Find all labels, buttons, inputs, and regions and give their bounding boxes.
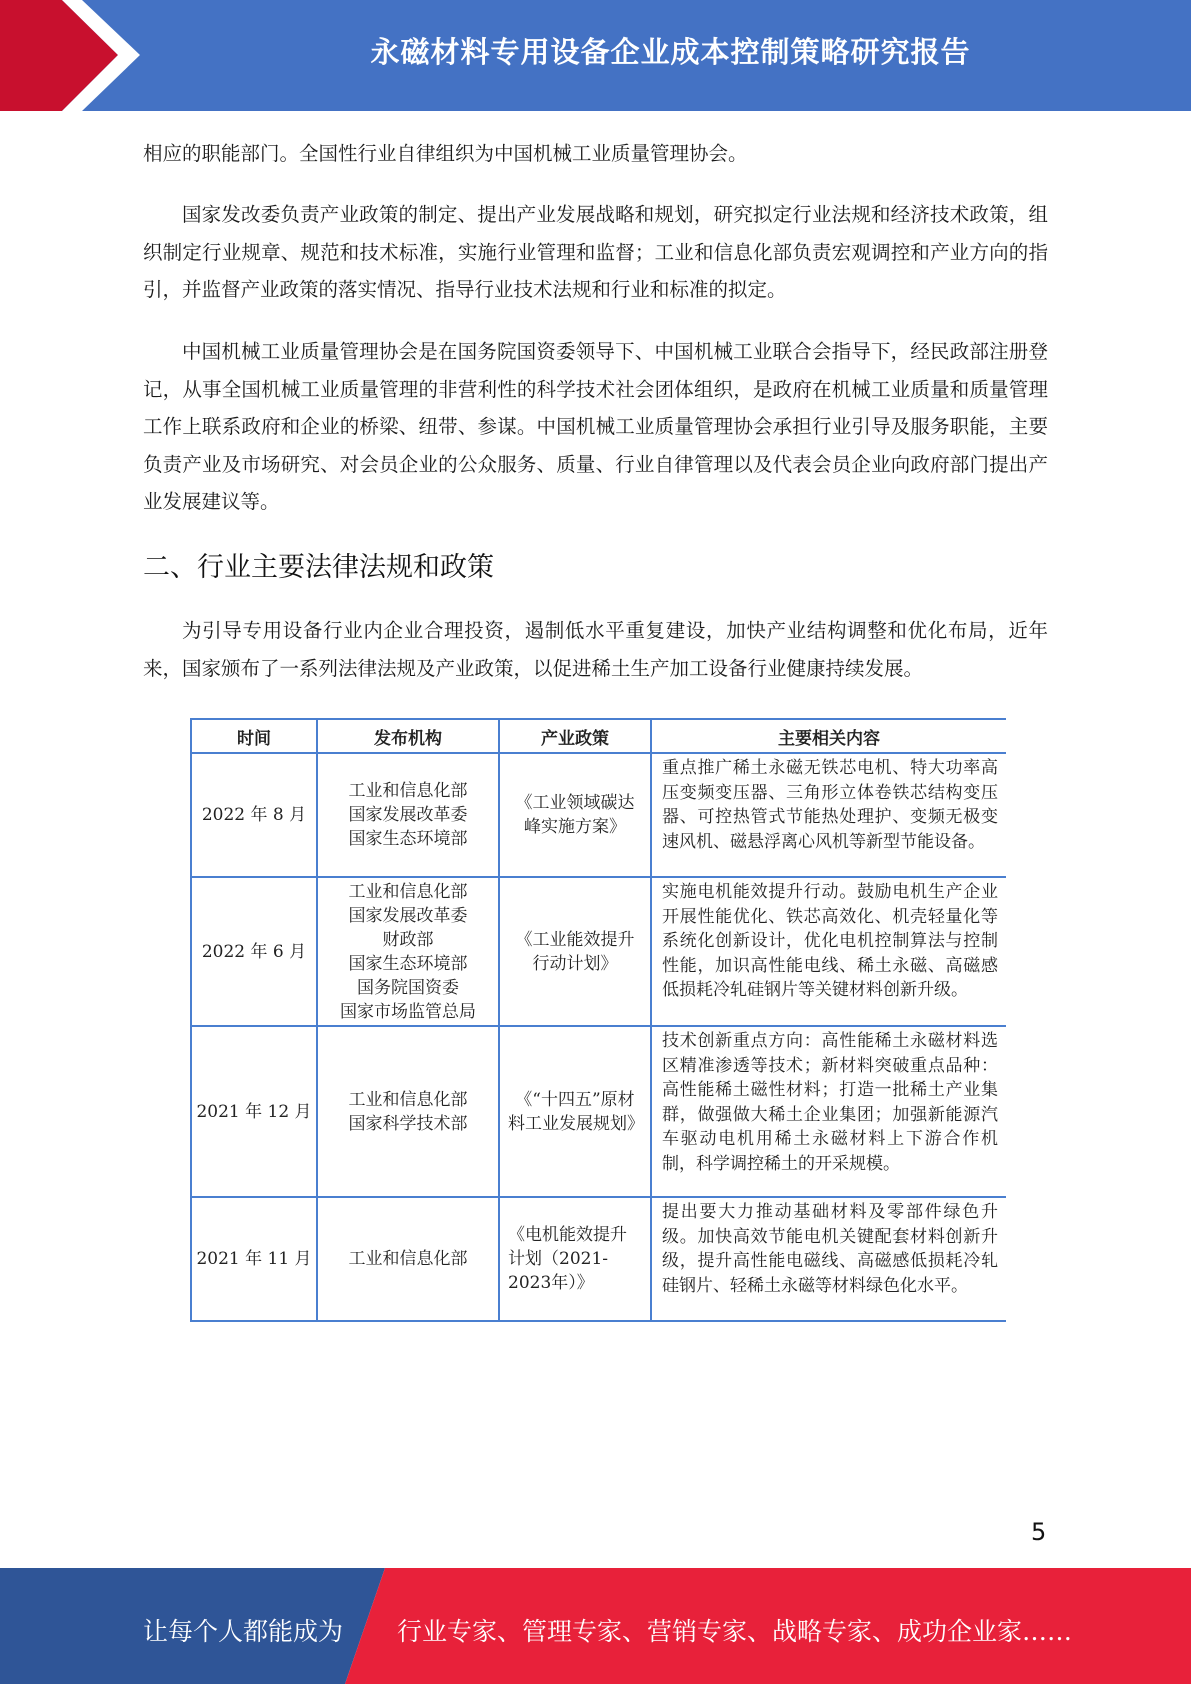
agency: 工业和信息化部 <box>348 1089 468 1110</box>
cell-content: 技术创新重点方向：高性能稀土永磁材料选区精准渗透等技术；新材料突破重点品种：高性能稀土磁性材料；打造一批稀土产业集群，做强做大稀土企业集团；加强新能源汽车驱动电机用稀土永磁材料上下游合作机制，科学调控稀土的开采规模。 <box>651 1026 1006 1197</box>
footer-slogan-left: 让每个人都能成为 <box>143 1617 344 1646</box>
agency: 国家生态环境部 <box>348 829 468 849</box>
page-number: 5 <box>1031 1518 1047 1546</box>
page-header <box>0 0 1191 111</box>
cell-time: 2022 年 6 月 <box>191 877 317 1026</box>
footer-slogan-right: 行业专家、管理专家、营销专家、战略专家、成功企业家…… <box>397 1617 1073 1646</box>
agency: 工业和信息化部 <box>348 781 468 801</box>
header-time: 时间 <box>191 719 317 753</box>
cell-policy: 《工业领域碳达峰实施方案》 <box>499 753 651 877</box>
agency: 工业和信息化部 <box>348 881 468 902</box>
table-header-row <box>191 719 1006 753</box>
table-row <box>191 877 1006 1026</box>
agency: 国家发展改革委 <box>348 805 468 825</box>
header-agency: 发布机构 <box>317 719 499 753</box>
agency: 国务院国资委 <box>357 977 459 998</box>
cell-content: 实施电机能效提升行动。鼓励电机生产企业开展性能优化、铁芯高效化、机壳轻量化等系统化创新设计，优化电机控制算法与控制性能，加识高性能电线、稀土永磁、高磁感低损耗冷轧硅钢片等关键材料创新升级。 <box>651 877 1006 1026</box>
cell-time: 2022 年 8 月 <box>191 753 317 877</box>
policy-table-container <box>190 718 1006 1322</box>
paragraph-2: 国家发改委负责产业政策的制定、提出产业发展战略和规划，研究拟定行业法规和经济技术政策，组织制定行业规章、规范和技术标准，实施行业管理和监督；工业和信息化部负责宏观调控和产业方向的指引，并监督产业政策的落实情况、指导行业技术法规和行业和标准的拟定。 <box>143 203 1048 301</box>
agency: 财政部 <box>382 929 434 950</box>
agency: 工业和信息化部 <box>348 1249 468 1269</box>
header-policy: 产业政策 <box>499 719 651 753</box>
cell-content: 提出要大力推动基础材料及零部件绿色升级。加快高效节能电机关键配套材料创新升级，提升高性能电磁线、高磁感低损耗冷轧硅钢片、轻稀土永磁等材料绿色化水平。 <box>651 1197 1006 1321</box>
table-row-cutoff <box>191 1321 1006 1322</box>
header-content: 主要相关内容 <box>651 719 1006 753</box>
cell-time: 2021 年 11 月 <box>191 1197 317 1321</box>
cell-policy: 《“十四五”原材料工业发展规划》 <box>499 1026 651 1197</box>
agency: 国家生态环境部 <box>348 953 468 974</box>
table-row <box>191 753 1006 877</box>
agency: 国家科学技术部 <box>348 1113 468 1134</box>
policy-table <box>190 718 1006 1322</box>
cell-agencies <box>317 1026 499 1197</box>
report-title: 永磁材料专用设备企业成本控制策略研究报告 <box>370 35 971 69</box>
paragraph-4: 为引导专用设备行业内企业合理投资，遏制低水平重复建设，加快产业结构调整和优化布局，近年来，国家颁布了一系列法律法规及产业政策，以促进稀土生产加工设备行业健康持续发展。 <box>143 619 1048 680</box>
table-row <box>191 1197 1006 1321</box>
paragraph-1: 相应的职能部门。全国性行业自律组织为中国机械工业质量管理协会。 <box>143 142 748 165</box>
header-arrow-decoration <box>0 0 160 111</box>
agency: 国家发展改革委 <box>348 905 468 926</box>
cell-agencies <box>317 753 499 877</box>
cell-time: 2021 年 12 月 <box>191 1026 317 1197</box>
cell-policy: 《工业能效提升行动计划》 <box>499 877 651 1026</box>
agency: 国家市场监管总局 <box>340 1001 476 1022</box>
table-row <box>191 1026 1006 1197</box>
cell-agencies <box>317 877 499 1026</box>
cell-content: 重点推广稀土永磁无铁芯电机、特大功率高压变频变压器、三角形立体卷铁芯结构变压器、可控热管式节能热处理护、变频无极变速风机、磁悬浮离心风机等新型节能设备。 <box>651 753 1006 877</box>
section-heading: 二、行业主要法律法规和政策 <box>143 552 494 583</box>
paragraph-3: 中国机械工业质量管理协会是在国务院国资委领导下、中国机械工业联合会指导下，经民政部注册登记，从事全国机械工业质量管理的非营利性的科学技术社会团体组织，是政府在机械工业质量和质量管理工作上联系政府和企业的桥梁、纽带、参谋。中国机械工业质量管理协会承担行业引导及服务职能，主要负责产业及市场研究、对会员企业的公众服务、质量、行业自律管理以及代表会员企业向政府部门提出产业发展建议等。 <box>143 340 1048 513</box>
page-footer <box>0 1568 1191 1684</box>
cell-policy: 《电机能效提升计划（2021-2023年）》 <box>499 1197 651 1321</box>
cell-agencies <box>317 1197 499 1321</box>
